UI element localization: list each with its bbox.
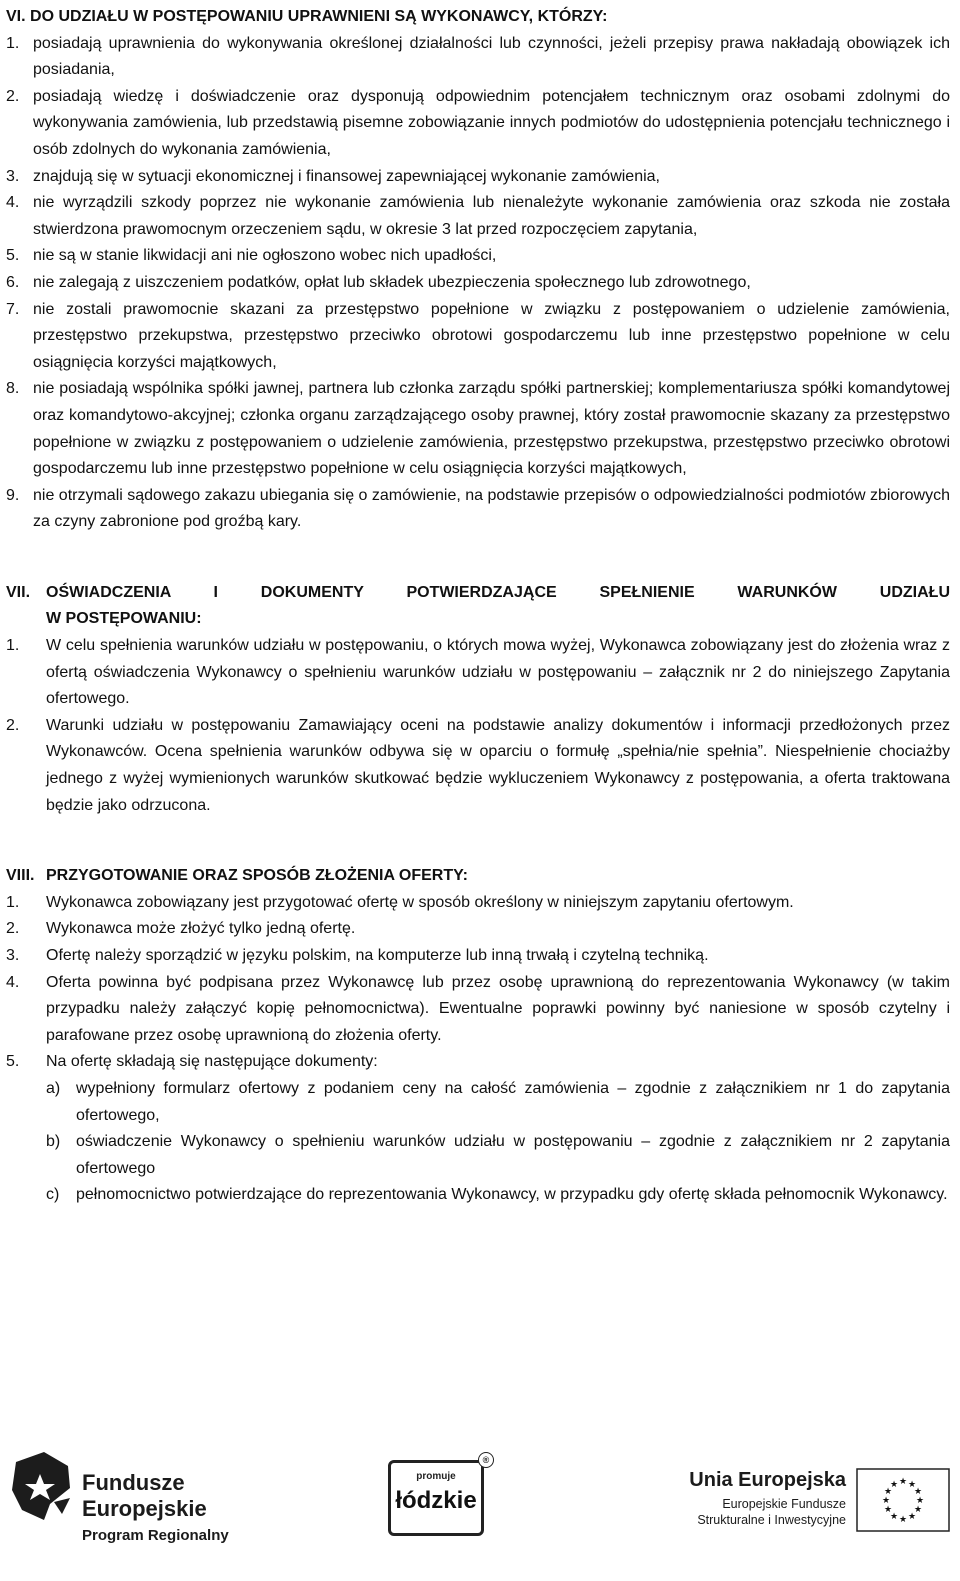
section-7-title-line2: W POSTĘPOWANIU: [46, 610, 202, 628]
section-8-list [6, 890, 950, 1076]
fe-line2: Europejskie [82, 1496, 207, 1521]
item-number: 1. [6, 893, 20, 911]
item-text: znajdują się w sytuacji ekonomicznej i finansowej zapewniającej wykonanie zamówienia, [33, 167, 660, 185]
list-item [6, 190, 950, 243]
item-text: W celu spełnienia warunków udziału w postępowaniu, o których mowa wyżej, Wykonawca zobowiązany jest do złożenia wraz z ofertą oświadczenia Wykonawcy o spełnieniu warunków udziału w postępowaniu – załącznik nr 2 do niniejszego Zapytania ofertowego. [46, 637, 950, 708]
svg-text:★: ★ [889, 1480, 899, 1490]
item-text: nie wyrządzili szkody poprzez nie wykonanie zamówienia lub nienależyte wykonanie zamówienia oraz szkoda nie została stwierdzona prawomocnym orzeczeniem sądu, w okresie 3 lat przed rozpoczęciem zapytania, [33, 194, 950, 238]
svg-text:★: ★ [881, 1496, 891, 1506]
list-item [6, 890, 950, 917]
item-number: 6. [6, 273, 20, 291]
subitem-text: pełnomocnictwo potwierdzające do reprezentowania Wykonawcy, w przypadku gdy ofertę składa pełnomocnik Wykonawcy. [76, 1186, 948, 1204]
subitem-letter: a) [46, 1079, 61, 1097]
section-8-number: VIII. [6, 867, 35, 885]
item-text: nie zostali prawomocnie skazani za przestępstwo popełnione w związku z postępowaniem o udzielenie zamówienia, przestępstwo przekupstwa, przestępstwo przeciwko obrotowi gospodarczemu lub inne przestępstwo popełnione w celu osiągnięcia korzyści majątkowych, [33, 300, 950, 371]
item-text: nie są w stanie likwidacji ani nie ogłoszono wobec nich upadłości, [33, 247, 497, 265]
item-text: nie zalegają z uiszczeniem podatków, opłat lub składek ubezpieczenia społecznego lub zdrowotnego, [33, 273, 751, 291]
section-7-title-line1: OŚWIADCZENIA I DOKUMENTY POTWIERDZAJĄCE SPEŁNIENIE WARUNKÓW UDZIAŁU [46, 583, 950, 601]
footer-logos [0, 1448, 960, 1581]
list-item [6, 164, 950, 191]
subitem-letter: b) [46, 1133, 61, 1151]
sublist-item [46, 1129, 950, 1182]
eu-line3: Strukturalne i Inwestycyjne [697, 1512, 846, 1527]
item-text: nie posiadają wspólnika spółki jawnej, partnera lub członka zarządu spółki partnerskiej; komplementariusza spółki komandytowej oraz komandytowo-akcyjnej; członka organu zarządzającego osoby prawnej, który został prawomocnie skazany za przestępstwo popełnione w związku z postępowaniem o udzielenie zamówienia, przestępstwo przekupstwa, przestępstwo przeciwko obrotowi gospodarczemu lub inne przestępstwo popełnione w celu osiągnięcia korzyści majątkowych, [33, 380, 950, 478]
list-item [6, 84, 950, 164]
item-text: Ofertę należy sporządzić w języku polskim, na komputerze lub inną trwałą i czytelną techniką. [46, 947, 709, 964]
eu-flag-icon [856, 1468, 950, 1532]
item-text: Warunki udziału w postępowaniu Zamawiający oceni na podstawie analizy dokumentów i informacji przedłożonych przez Wykonawców. Ocena spełnienia warunków odbywa się w oparciu o formułę „spełnia/nie spełnia”. Niespełnienie chociażby jednego z wyżej wymienionych warunków skutkować będzie wykluczeniem Wykonawcy z postępowania, a oferta traktowana będzie jako odrzucona. [46, 716, 950, 814]
list-item [6, 297, 950, 377]
svg-text:★: ★ [913, 1487, 923, 1497]
item-number: 9. [6, 486, 20, 504]
svg-text:★: ★ [907, 1512, 917, 1522]
fe-text-block [82, 1472, 229, 1543]
section-spacer [6, 536, 950, 580]
item-number: 2. [6, 920, 20, 938]
fe-line1: Fundusze [82, 1470, 185, 1495]
svg-text:★: ★ [907, 1480, 917, 1490]
svg-text:★: ★ [883, 1505, 893, 1515]
svg-text:★: ★ [883, 1487, 893, 1497]
list-item [6, 483, 950, 536]
eu-line1: Unia Europejska [689, 1469, 846, 1491]
svg-text:★: ★ [889, 1512, 899, 1522]
eu-text-block [670, 1470, 846, 1526]
list-item [6, 376, 950, 482]
subitem-letter: c) [46, 1186, 60, 1204]
item-text: Oferta powinna być podpisana przez Wykonawcę lub przez osobę uprawnioną do reprezentowania Wykonawcy (w takim przypadku należy załączyć kopię pełnomocnictwa). Ewentualne poprawki powinny być naniesione w sposób czytelny i parafowane przez osobę uprawnioną do złożenia oferty. [46, 973, 950, 1044]
item-number: 1. [6, 34, 20, 52]
fe-line3: Program Regionalny [82, 1527, 229, 1544]
item-text: Na ofertę składają się następujące dokumenty: [46, 1053, 378, 1071]
list-item [6, 270, 950, 297]
item-text: nie otrzymali sądowego zakazu ubiegania się o zamówienie, na podstawie przepisów o odpowiedzialności podmiotów zbiorowych za czyny zabronione pod groźbą kary. [33, 486, 950, 531]
item-text: posiadają wiedzę i doświadczenie oraz dysponują odpowiednim potencjałem technicznym oraz osobami zdolnymi do wykonywania zamówienia, lub przedstawią pisemne zobowiązanie innych podmiotów do udostępnienia potencjału technicznego i osób zdolnych do wykonania zamówienia, [33, 87, 950, 158]
item-number: 5. [6, 247, 20, 265]
lodz-big-text: łódzkie [395, 1487, 477, 1514]
list-item [6, 713, 950, 819]
promuje-lodzkie-logo [388, 1460, 484, 1536]
section-8-sublist [6, 1076, 950, 1209]
svg-text:★: ★ [915, 1496, 925, 1506]
item-number: 5. [6, 1053, 20, 1071]
fundusze-europejskie-logo [10, 1452, 270, 1572]
item-number: 4. [6, 194, 20, 212]
item-number: 2. [6, 716, 20, 734]
section-7-title [6, 580, 950, 607]
section-spacer [6, 819, 950, 863]
item-number: 3. [6, 947, 20, 964]
registered-mark-icon: ® [478, 1452, 494, 1468]
item-text: Wykonawca może złożyć tylko jedną ofertę. [46, 920, 356, 938]
item-number: 1. [6, 637, 20, 655]
item-number: 4. [6, 973, 20, 991]
list-item [6, 916, 950, 943]
eu-line2: Europejskie Fundusze [722, 1497, 846, 1511]
document-body [6, 4, 950, 1209]
list-item [6, 31, 950, 84]
fe-star-emblem-icon [10, 1452, 74, 1522]
list-item [6, 943, 950, 970]
section-8-title [6, 863, 950, 890]
section-7-number: VII. [6, 583, 31, 601]
sublist-item [46, 1182, 950, 1209]
item-number: 3. [6, 167, 20, 185]
section-7-list [6, 633, 950, 819]
item-number: 2. [6, 87, 20, 105]
item-text: Wykonawca zobowiązany jest przygotować ofertę w sposób określony w niniejszym zapytaniu ofertowym. [46, 893, 794, 911]
item-text: posiadają uprawnienia do wykonywania określonej działalności lub czynności, jeżeli przepisy prawa nakładają obowiązek ich posiadania, [33, 34, 950, 79]
svg-text:★: ★ [898, 1515, 908, 1525]
list-item [6, 633, 950, 713]
section-8-title-text: PRZYGOTOWANIE ORAZ SPOSÓB ZŁOŻENIA OFERTY: [46, 867, 468, 885]
section-6-title: VI. DO UDZIAŁU W POSTĘPOWANIU UPRAWNIENI SĄ WYKONAWCY, KTÓRZY: [6, 8, 608, 25]
list-item [6, 970, 950, 1050]
subitem-text: wypełniony formularz ofertowy z podaniem ceny na całość zamówienia – zgodnie z załącznikiem nr 1 do zapytania ofertowego, [76, 1079, 950, 1124]
svg-text:★: ★ [913, 1505, 923, 1515]
subitem-text: oświadczenie Wykonawcy o spełnieniu warunków udziału w postępowaniu – zgodnie z załącznikiem nr 2 zapytania ofertowego [76, 1133, 950, 1177]
list-item [6, 1049, 950, 1076]
lodz-small-text: promuje [416, 1471, 456, 1482]
item-number: 7. [6, 300, 20, 318]
section-6-list [6, 31, 950, 536]
svg-text:★: ★ [898, 1477, 908, 1487]
sublist-item [46, 1076, 950, 1129]
item-number: 8. [6, 380, 20, 398]
list-item [6, 243, 950, 270]
